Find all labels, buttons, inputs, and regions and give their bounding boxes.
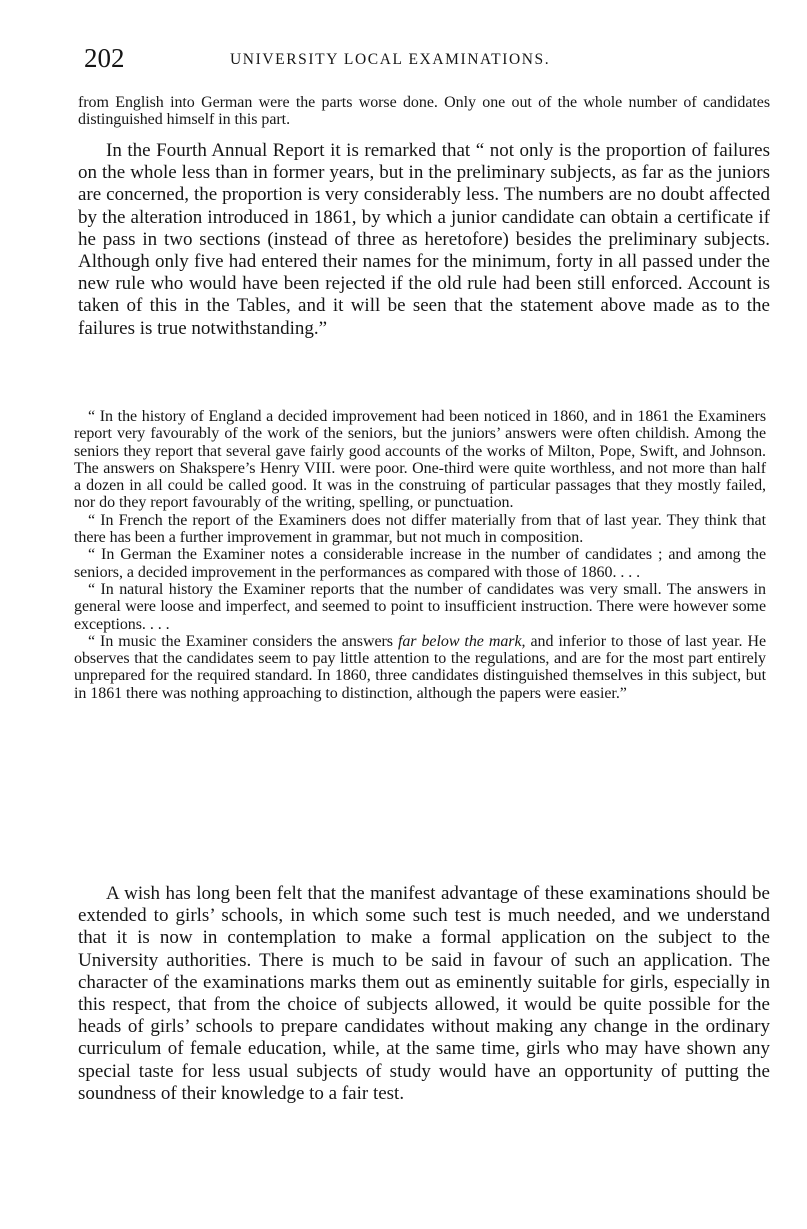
quote-french: “ In French the report of the Examiners does not differ materially from that of last year. They think that there has been a further improvement in grammar, but not much in composition. — [74, 511, 766, 547]
page-number: 202 — [84, 43, 125, 73]
paragraph-fourth-report: In the Fourth Annual Report it is remarked that “ not only is the proportion of failures on the whole less than in former years, but in the preliminary subjects, as far as the juniors are concerned, the proportion is very considerably less. The numbers are no doubt affected by the alteration introduced in 1861, by which a junior candidate can obtain a certificate if he pass in two sections (instead of three as heretofore) besides the preliminary subjects. Although only five had entered their names for the minimum, forty in all passed under the new rule who would have been rejected if the old rule had been still enforced. Account is taken of this in the Tables, and it will be seen that the statement above made as to the failures is true notwithstanding.” — [78, 140, 770, 339]
quote-natural-history: “ In natural history the Examiner reports that the number of candidates was very small. The answers in general were loose and imperfect, and seemed to point to insufficient instruction. There were however some exceptions. . . . — [74, 580, 766, 633]
page-header — [82, 40, 772, 80]
quote-music-end: and inferior to those of last year. He observes that the candidates seem to pay little attention to the regulations, and are for the most part entirely unprepared for the required standard. In 1860, three candidates distinguished themselves in this subject, but in 1861 there was nothing approaching to distinction, although the papers were easier.” — [74, 632, 766, 702]
paragraph-continuation: from English into German were the parts worse done. Only one out of the whole number of candidates distinguished himself in this part. — [78, 94, 770, 129]
examiner-quotations — [74, 408, 766, 702]
quote-music — [74, 633, 766, 702]
quote-history: “ In the history of England a decided improvement had been noticed in 1860, and in 1861 the Examiners report very favourably of the work of the seniors, but the juniors’ answers were often childish. Among the seniors they report that several gave fairly good accounts of the works of Milton, Pope, Swift, and Johnson. The answers on Shakspere’s Henry VIII. were poor. One-third were quite worthless, and not more than half a dozen in all could be called good. It was in the construing of particular passages that they mostly failed, nor do they report favourably of the writing, spelling, or punctuation. — [74, 408, 766, 512]
quote-german: “ In German the Examiner notes a considerable increase in the number of candidates ; and among the seniors, a decided improvement in the performances as compared with those of 1860. . . . — [74, 546, 766, 581]
quote-music-start: “ In music the Examiner considers the answers — [88, 632, 398, 650]
paragraph-girls-schools: A wish has long been felt that the manifest advantage of these examinations should be extended to girls’ schools, in which some such test is much needed, and we understand that it is now in contemplation to make a formal application on the subject to the University authorities. There is much to be said in favour of such an application. The character of the examinations marks them out as eminently suitable for girls, especially in this respect, that from the choice of subjects allowed, it would be quite possible for the heads of girls’ schools to prepare candidates without making any change in the ordinary curriculum of female education, while, at the same time, girls who may have shown any special taste for less usual subjects of study would have an opportunity of putting the soundness of their knowledge to a fair test. — [78, 883, 770, 1104]
quote-music-italic: far below the mark, — [397, 632, 526, 650]
running-title: UNIVERSITY LOCAL EXAMINATIONS. — [230, 51, 551, 68]
